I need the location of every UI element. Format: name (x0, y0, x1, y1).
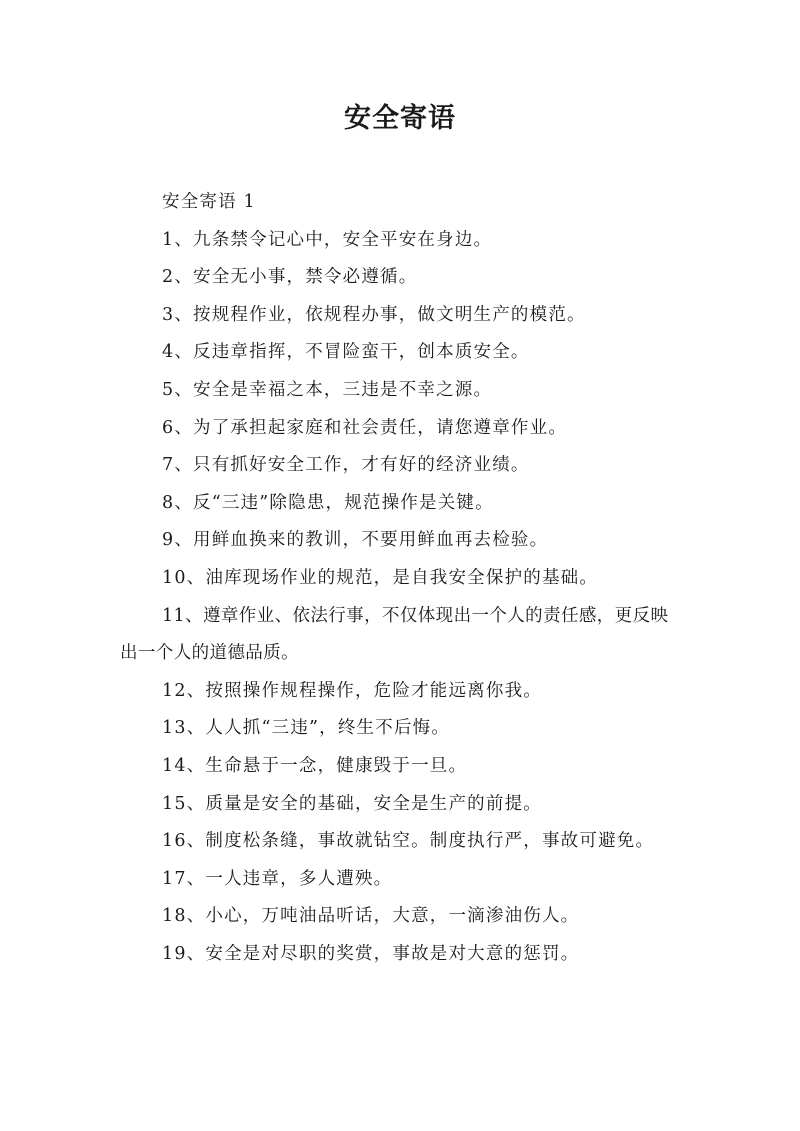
list-item: 10、油库现场作业的规范，是自我安全保护的基础。 (162, 567, 599, 588)
list-item: 18、小心，万吨油品听话，大意，一滴渗油伤人。 (162, 906, 580, 927)
section-heading: 安全寄语 1 (162, 192, 256, 212)
list-item: 9、用鲜血换来的教训，不要用鲜血再去检验。 (162, 530, 549, 551)
document-title: 安全寄语 (344, 103, 456, 134)
list-item: 7、只有抓好安全工作，才有好的经济业绩。 (162, 455, 530, 476)
document-body (120, 184, 685, 973)
list-item: 11、遵章作业、依法行事，不仅体现出一个人的责任感，更反映出一个人的道德品质。 (120, 605, 669, 664)
list-item: 2、安全无小事，禁令必遵循。 (162, 267, 418, 288)
list-item: 4、反违章指挥，不冒险蛮干，创本质安全。 (162, 342, 530, 363)
list-item: 3、按规程作业，依规程办事，做文明生产的模范。 (162, 304, 586, 325)
list-item: 16、制度松条缝，事故就钻空。制度执行严，事故可避免。 (162, 831, 655, 852)
list-item: 14、生命悬于一念，健康毁于一旦。 (162, 755, 468, 776)
list-item: 8、反“三违”除隐患，规范操作是关键。 (162, 492, 494, 513)
list-item: 1、九条禁令记心中，安全平安在身边。 (162, 229, 493, 250)
list-item: 12、按照操作规程操作，危险才能远离你我。 (162, 680, 542, 701)
list-item: 6、为了承担起家庭和社会责任，请您遵章作业。 (162, 417, 568, 438)
list-item: 19、安全是对尽职的奖赏，事故是对大意的惩罚。 (162, 943, 580, 964)
list-item: 13、人人抓“三违”，终生不后悔。 (162, 718, 451, 739)
list-item: 17、一人违章，多人遭殃。 (162, 868, 393, 889)
list-item: 5、安全是幸福之本，三违是不幸之源。 (162, 379, 493, 400)
list-item: 15、质量是安全的基础，安全是生产的前提。 (162, 793, 542, 814)
